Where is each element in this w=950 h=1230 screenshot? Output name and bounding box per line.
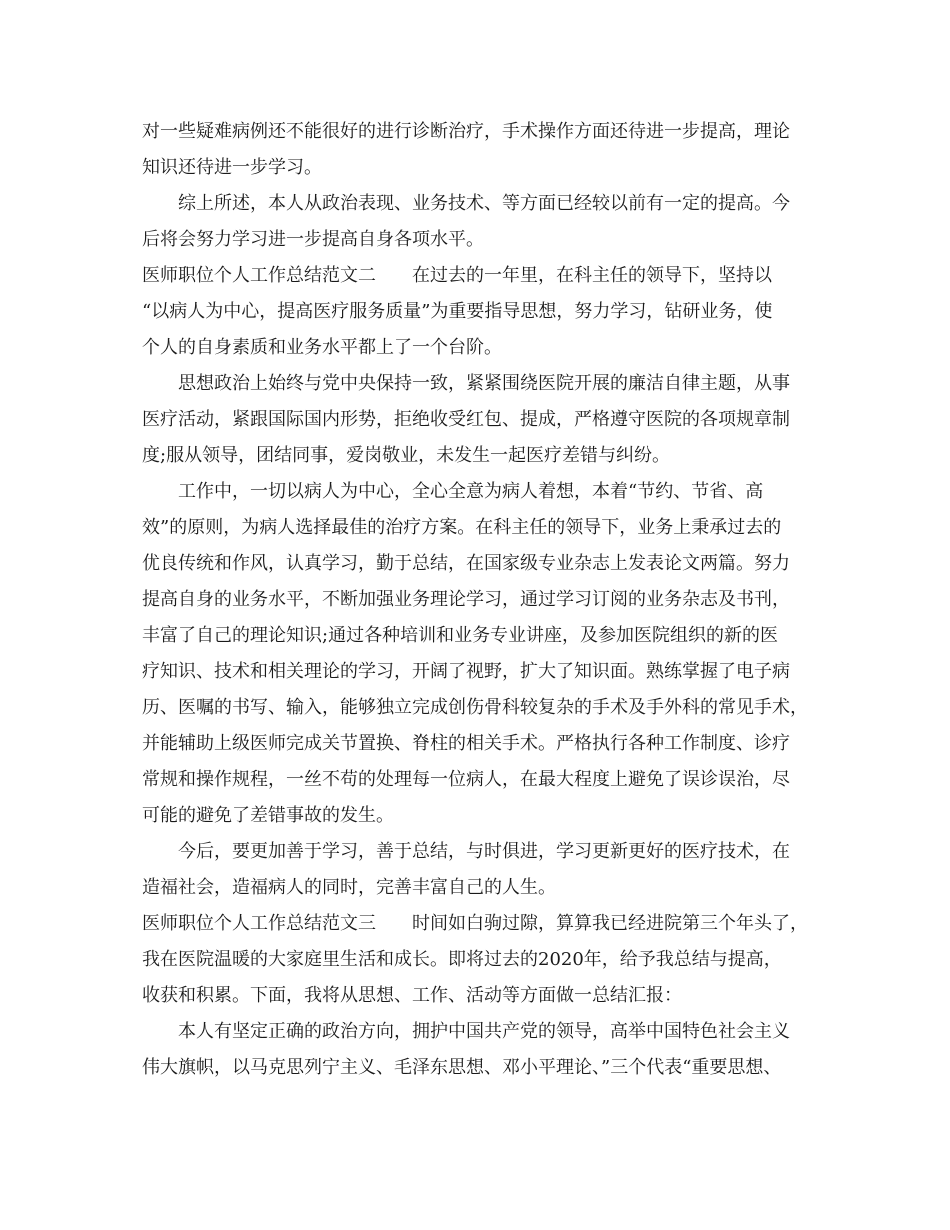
paragraph-first-line: 思想政治上始终与党中央保持一致，紧紧围绕医院开展的廉洁自律主题，从事	[178, 373, 790, 394]
text-line: 个人的自身素质和业务水平都上了一个台阶。	[142, 337, 502, 358]
paragraph-first-line: 综上所述，本人从政治表现、业务技术、等方面已经较以前有一定的提高。今	[178, 193, 790, 214]
text-line: 可能的避免了差错事故的发生。	[142, 805, 394, 826]
text-line: 疗知识、技术和相关理论的学习，开阔了视野，扩大了知识面。熟练掌握了电子病	[142, 661, 790, 682]
text-line: 造福社会，造福病人的同时，完善丰富自己的人生。	[142, 877, 556, 898]
text-line: 度;服从领导，团结同事，爱岗敬业，未发生一起医疗差错与纠纷。	[142, 445, 671, 466]
text-line: 收获和积累。下面，我将从思想、工作、活动等方面做一总结汇报：	[142, 985, 682, 1006]
text-line: 对一些疑难病例还不能很好的进行诊断治疗，手术操作方面还待进一步提高，理论	[142, 121, 790, 142]
text-line: 提高自身的业务水平，不断加强业务理论学习，通过学习订阅的业务杂志及书刊，	[142, 589, 790, 610]
section-heading-line: 医师职位个人工作总结范文二 在过去的一年里，在科主任的领导下，坚持以	[142, 265, 772, 286]
text-line: 我在医院温暖的大家庭里生活和成长。即将过去的2020年，给予我总结与提高，	[142, 949, 782, 970]
text-line: 医疗活动，紧跟国际国内形势，拒绝收受红包、提成，严格遵守医院的各项规章制	[142, 409, 790, 430]
text-line: 常规和操作规程，一丝不苟的处理每一位病人，在最大程度上避免了误诊误治，尽	[142, 769, 790, 790]
text-line: 伟大旗帜，以马克思列宁主义、毛泽东思想、邓小平理论、”三个代表“重要思想、	[142, 1057, 782, 1078]
section-heading-line: 医师职位个人工作总结范文三 时间如白驹过隙，算算我已经进院第三个年头了，	[142, 913, 808, 934]
text-line: 并能辅助上级医师完成关节置换、脊柱的相关手术。严格执行各种工作制度、诊疗	[142, 733, 790, 754]
text-line: 知识还待进一步学习。	[142, 157, 322, 178]
text-line: 效”的原则，为病人选择最佳的治疗方案。在科主任的领导下，业务上秉承过去的	[142, 517, 782, 538]
text-line: 历、医嘱的书写、输入，能够独立完成创伤骨科较复杂的手术及手外科的常见手术，	[142, 697, 808, 718]
text-line: 优良传统和作风，认真学习，勤于总结，在国家级专业杂志上发表论文两篇。努力	[142, 553, 790, 574]
text-line: 丰富了自己的理论知识;通过各种培训和业务专业讲座，及参加医院组织的新的医	[142, 625, 779, 646]
text-line: 后将会努力学习进一步提高自身各项水平。	[142, 229, 484, 250]
paragraph-first-line: 今后，要更加善于学习，善于总结，与时俱进，学习更新更好的医疗技术，在	[178, 841, 790, 862]
text-line: “以病人为中心，提高医疗服务质量”为重要指导思想，努力学习，钻研业务，使	[142, 301, 773, 322]
paragraph-first-line: 本人有坚定正确的政治方向，拥护中国共产党的领导，高举中国特色社会主义	[178, 1021, 790, 1042]
paragraph-first-line: 工作中，一切以病人为中心，全心全意为病人着想，本着“节约、节省、高	[178, 481, 764, 502]
